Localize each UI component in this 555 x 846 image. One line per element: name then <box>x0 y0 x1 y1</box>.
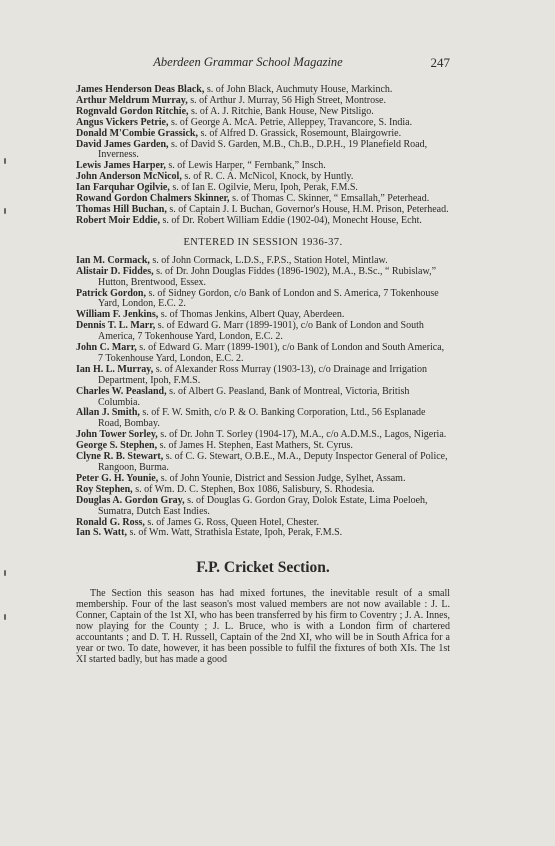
entrant-entry <box>76 321 450 343</box>
entrant-entry <box>76 289 450 311</box>
entrant-entry <box>76 387 450 409</box>
entrant-details: s. of George A. McA. Petrie, Alleppey, Travancore, S. India. <box>168 116 413 128</box>
entrant-name: Allan J. Smith, <box>76 407 140 419</box>
running-title: Aberdeen Grammar School Magazine <box>153 55 343 69</box>
entrant-details: s. of Alfred D. Grassick, Rosemount, Blairgowrie. <box>197 127 402 139</box>
entrant-details: s. of Lewis Harper, “ Fernbank,” Insch. <box>165 160 326 172</box>
entrant-name: Donald M'Combie Grassick, <box>76 127 198 139</box>
entrant-name: Clyne R. B. Stewart, <box>76 451 164 463</box>
entrant-name: Ian S. Watt, <box>76 527 127 539</box>
entrant-name: Alistair D. Fiddes, <box>76 265 154 277</box>
entrant-details: s. of A. J. Ritchie, Bank House, New Pitsligo. <box>188 105 374 117</box>
entrant-entry <box>76 267 450 289</box>
entrant-entry <box>76 343 450 365</box>
entrant-name: James Henderson Deas Black, <box>76 84 205 95</box>
entrant-details: s. of John Younie, District and Session Judge, Sylhet, Assam. <box>158 472 406 484</box>
entrant-entry <box>76 365 450 387</box>
entrant-details: s. of C. G. Stewart, O.B.E., M.A., Deputy Inspector General of Police, Rangoon, Burma. <box>98 451 448 473</box>
entrant-name: Patrick Gordon, <box>76 287 146 299</box>
entrant-name: Ian H. L. Murray, <box>76 363 154 375</box>
margin-mark <box>4 614 6 620</box>
margin-mark <box>4 570 6 576</box>
entrant-name: David James Garden, <box>76 138 169 150</box>
margin-mark <box>4 158 6 164</box>
entrant-entry <box>76 140 450 162</box>
entrant-details: s. of Douglas G. Gordon Gray, Dolok Estate, Lima Poeloeh, Sumatra, Dutch East Indies. <box>98 494 428 517</box>
entrant-name: Rognvald Gordon Ritchie, <box>76 105 189 117</box>
entrant-name: Robert Moir Eddie, <box>76 214 160 226</box>
entrant-details: s. of F. W. Smith, c/o P. & O. Banking Corporation, Ltd., 56 Esplanade Road, Bombay. <box>98 407 426 430</box>
entrant-name: Ian M. Cormack, <box>76 254 150 266</box>
entrant-details: s. of James H. Stephen, East Mathers, St. Cyrus. <box>157 440 353 452</box>
entrant-details: s. of Wm. D. C. Stephen, Box 1086, Salisbury, S. Rhodesia. <box>132 483 375 495</box>
entrant-name: Angus Vickers Petrie, <box>76 116 169 128</box>
entrant-name: John Anderson McNicol, <box>76 171 182 183</box>
entrant-details: s. of James G. Ross, Queen Hotel, Chester. <box>144 516 320 528</box>
entrant-details: s. of John Cormack, L.D.S., F.P.S., Station Hotel, Mintlaw. <box>149 254 388 266</box>
entrant-details: s. of Thomas C. Skinner, “ Emsallah,” Peterhead. <box>229 193 430 205</box>
entrant-name: Lewis James Harper, <box>76 160 166 172</box>
entrant-details: s. of Albert G. Peasland, Bank of Montreal, Victoria, British Columbia. <box>98 385 410 408</box>
entrant-name: Rowand Gordon Chalmers Skinner, <box>76 193 230 205</box>
entrant-details: s. of Thomas Jenkins, Albert Quay, Aberdeen. <box>158 309 345 321</box>
entrant-details: s. of Edward G. Marr (1899-1901), c/o Bank of London and South America, 7 Tokenhouse Yard, London, E.C. 2. <box>98 320 424 343</box>
entrant-name: Thomas Hill Buchan, <box>76 203 167 215</box>
entrant-name: George S. Stephen, <box>76 440 158 452</box>
margin-mark <box>4 208 6 214</box>
session-entrant-list <box>76 256 450 540</box>
entrant-name: William F. Jenkins, <box>76 309 159 321</box>
entrant-details: s. of Arthur J. Murray, 56 High Street, Montrose. <box>187 94 386 106</box>
entrant-entry <box>76 216 450 227</box>
entrant-name: Peter G. H. Younie, <box>76 472 159 484</box>
entrant-details: s. of Dr. John T. Sorley (1904-17), M.A., c/o A.D.M.S., Lagos, Nigeria. <box>157 429 447 441</box>
entrant-details: s. of Captain J. I. Buchan, Governor's House, H.M. Prison, Peterhead. <box>166 203 449 215</box>
page-number: 247 <box>430 55 450 70</box>
entrant-name: John Tower Sorley, <box>76 429 158 441</box>
entrant-details: s. of David S. Garden, M.B., Ch.B., D.P.H., 19 Planefield Road, Inverness. <box>98 138 428 161</box>
entrant-name: Douglas A. Gordon Gray, <box>76 494 185 506</box>
entrant-list <box>76 85 450 227</box>
entrant-name: John C. Marr, <box>76 342 137 354</box>
entrant-details: s. of Wm. Watt, Strathisla Estate, Ipoh, Perak, F.M.S. <box>126 527 343 539</box>
entrant-entry <box>76 452 450 474</box>
entrant-entry <box>76 528 450 539</box>
cricket-paragraph: The Section this season has had mixed fortunes, the inevitable result of a small membership. Four of the last season's most valued members are not now available : J. L. Conner, Captain of the 1st XI, who has been transferred by his firm to Coventry ; J. A. Innes, now playing for the County ; J. L. Bruce, who is with a London firm of chartered accountants ; and D. T. H. Russell, Captain of the 2nd XI, who will be in South Africa for a year or two. To date, however, it has been possible to fulfil the fixtures of both XIs. The 1st XI started badly, but has made a good <box>76 588 450 665</box>
entrant-details: s. of Alexander Ross Murray (1903-13), c/o Drainage and Irrigation Department, Ipoh, F.M.S. <box>98 363 428 386</box>
entrant-name: Roy Stephen, <box>76 483 133 495</box>
entrant-details: s. of Sidney Gordon, c/o Bank of London and S. America, 7 Tokenhouse Yard, London, E.C. 2. <box>98 287 439 310</box>
page-header <box>76 55 450 73</box>
cricket-section-heading: F.P. Cricket Section. <box>196 559 330 577</box>
entrant-entry <box>76 408 450 430</box>
entrant-entry <box>76 496 450 518</box>
entrant-name: Ronald G. Ross, <box>76 516 145 528</box>
entrant-name: Ian Farquhar Ogilvie, <box>76 182 170 194</box>
entrant-details: s. of Ian E. Ogilvie, Meru, Ipoh, Perak, F.M.S. <box>169 182 358 194</box>
entrant-name: Dennis T. L. Marr, <box>76 320 156 332</box>
entrant-details: s. of R. C. A. McNicol, Knock, by Huntly. <box>181 171 354 183</box>
entrant-details: s. of Dr. Robert William Eddie (1902-04), Monecht House, Echt. <box>159 214 422 226</box>
entrant-name: Charles W. Peasland, <box>76 385 167 397</box>
entrant-details: s. of John Black, Auchmuty House, Markinch. <box>204 84 393 95</box>
entrant-details: s. of Dr. John Douglas Fiddes (1896-1902), M.A., B.Sc., “ Rubislaw,” Hutton, Brentwood, Essex. <box>98 265 437 288</box>
entrant-details: s. of Edward G. Marr (1899-1901), c/o Bank of London and South America, 7 Tokenhouse Yard, London, E.C. 2. <box>98 342 445 364</box>
entrant-name: Arthur Meldrum Murray, <box>76 94 188 106</box>
page-content <box>76 85 450 666</box>
session-heading: ENTERED IN SESSION 1936-37. <box>183 236 343 248</box>
